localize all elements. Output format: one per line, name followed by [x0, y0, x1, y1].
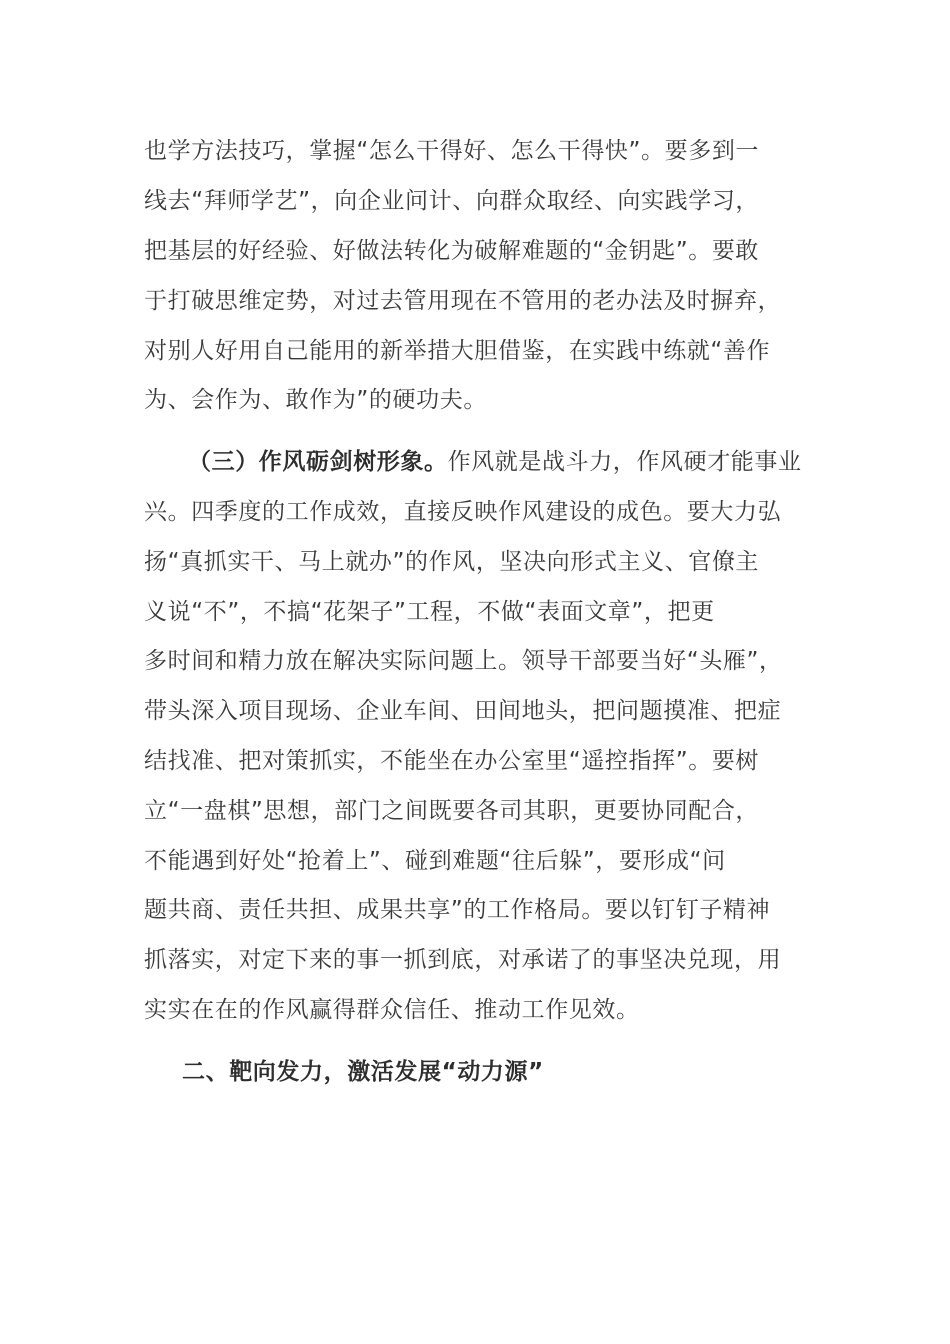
paragraph-line: 扬“真抓实干、马上就办”的作风，坚决向形式主义、官僚主: [144, 549, 760, 575]
paragraph-line: 线去“拜师学艺”，向企业问计、向群众取经、向实践学习，: [144, 188, 760, 214]
paragraph-line: 于打破思维定势，对过去管用现在不管用的老办法及时摒弃，: [144, 288, 782, 314]
subsection-heading: （三）作风砺剑树形象。: [188, 449, 448, 475]
paragraph-line: 结找准、把对策抓实，不能坐在办公室里“遥控指挥”。要树: [144, 748, 760, 774]
paragraph-text: 作风就是战斗力，作风硬才能事业: [447, 449, 802, 475]
paragraph-line: 题共商、责任共担、成果共享”的工作格局。要以钉钉子精神: [144, 897, 771, 923]
paragraph-line: 兴。四季度的工作成效，直接反映作风建设的成色。要大力弘: [144, 499, 782, 525]
paragraph-line: 把基层的好经验、好做法转化为破解难题的“金钥匙”。要敢: [144, 238, 760, 264]
paragraph-line: 不能遇到好处“抢着上”、碰到难题“往后躲”，要形成“问: [144, 848, 726, 874]
paragraph-line: 也学方法技巧，掌握“怎么干得好、怎么干得快”。要多到一: [144, 138, 760, 164]
paragraph-line: 抓落实，对定下来的事一抓到底，对承诺了的事坚决兑现，用: [144, 947, 782, 973]
paragraph-line: 义说“不”，不搞“花架子”工程，不做“表面文章”，把更: [144, 599, 715, 625]
paragraph-line: 实实在在的作风赢得群众信任、推动工作见效。: [144, 997, 640, 1023]
paragraph-line: 立“一盘棋”思想，部门之间既要各司其职，更要协同配合，: [144, 798, 760, 824]
paragraph-line: 带头深入项目现场、企业车间、田间地头，把问题摸准、把症: [144, 698, 782, 724]
paragraph-first-line: [188, 446, 802, 478]
section-heading: 二、靶向发力，激活发展“动力源”: [182, 1059, 544, 1085]
paragraph-line: 为、会作为、敢作为”的硬功夫。: [144, 387, 487, 413]
paragraph-line: 多时间和精力放在解决实际问题上。领导干部要当好“头雁”，: [144, 648, 783, 674]
paragraph-line: 对别人好用自己能用的新举措大胆借鉴，在实践中练就“善作: [144, 338, 771, 364]
